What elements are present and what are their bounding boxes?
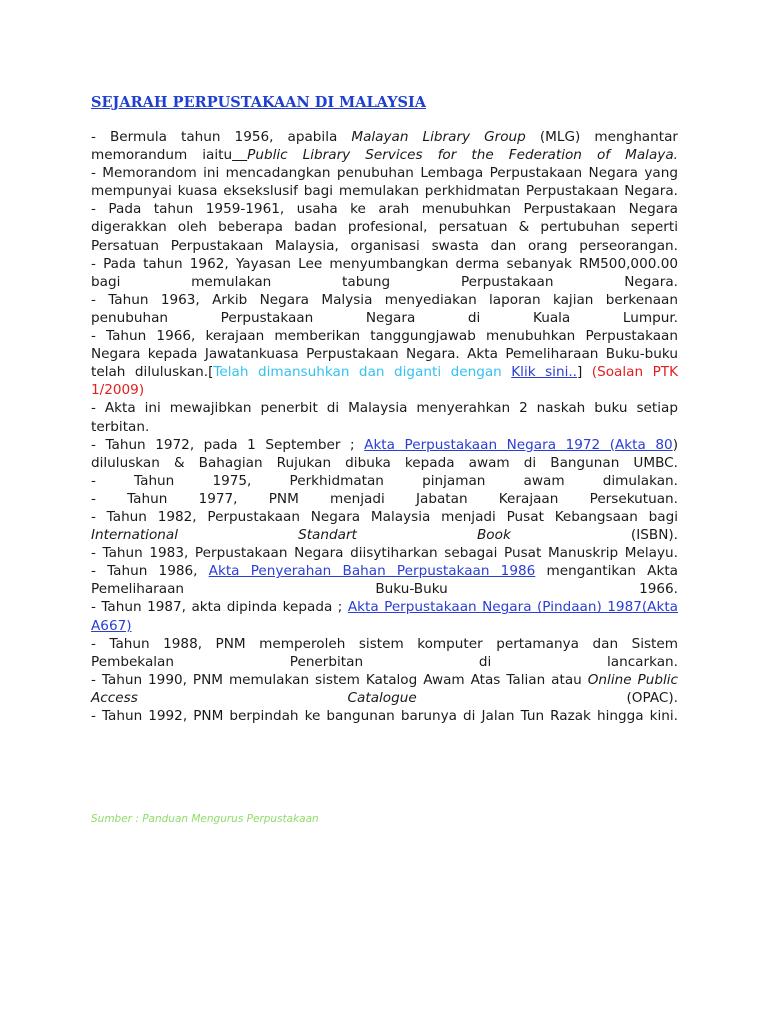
isbn-italic: International Standart Book <box>91 527 511 544</box>
note-replaced: Telah dimansuhkan dan diganti dengan <box>213 364 512 381</box>
paragraph-1972 <box>91 436 678 472</box>
akta-a667-link[interactable]: Akta Perpustakaan Negara (Pindaan) 1987(Akta A667) <box>91 599 679 634</box>
paragraph-1990 <box>91 671 678 707</box>
paragraph-1992: - Tahun 1992, PNM berpindah ke bangunan barunya di Jalan Tun Razak hingga kini. <box>91 708 678 724</box>
text: - Tahun 1982, Perpustakaan Negara Malaysia menjadi Pusat Kebangsaan bagi <box>91 508 678 525</box>
akta-1986-link[interactable]: Akta Penyerahan Bahan Perpustakaan 1986 <box>208 563 536 580</box>
paragraph-1975: - Tahun 1975, Perkhidmatan pinjaman awam dimulakan. <box>91 472 678 489</box>
document-body <box>91 92 678 725</box>
text: - Tahun 1986, <box>91 563 209 580</box>
paragraph-1986 <box>91 562 678 598</box>
klik-sini-link[interactable]: Klik sini.. <box>511 364 577 381</box>
text: - Tahun 1990, PNM memulakan sistem Katalog Awam Atas Talian atau <box>91 671 588 688</box>
paragraph-1983: - Tahun 1983, Perpustakaan Negara diisytiharkan sebagai Pusat Manuskrip Melayu. <box>91 545 678 562</box>
paragraph-1963: - Tahun 1963, Arkib Negara Malysia menyediakan laporan kajian berkenaan penubuhan Perpustakaan Negara di Kuala Lumpur. <box>91 291 678 326</box>
opac-italic: Online Public Access Catalogue <box>91 671 679 706</box>
paragraph-1982 <box>91 508 678 544</box>
paragraph-1959: - Pada tahun 1959-1961, usaha ke arah menubuhkan Perpustakaan Negara digerakkan oleh beberapa badan profesional, persatuan & pertubuhan seperti Persatuan Perpustakaan Malaysia, organisasi swasta dan orang perseorangan. <box>91 201 678 254</box>
text: (MLG) menghantar memorandum iaitu <box>91 129 678 164</box>
paragraph-1988: - Tahun 1988, PNM memperoleh sistem komputer pertamanya dan Sistem Pembekalan Penerbitan di lancarkan. <box>91 635 678 670</box>
paragraph-1956 <box>91 128 678 164</box>
text: (OPAC). <box>416 689 679 706</box>
text: - Tahun 1966, kerajaan memberikan tanggungjawab menubuhkan Perpustakaan Negara kepada Jawatankuasa Perpustakaan Negara. Akta Pemeliharaan Buku-buku telah diluluskan.[ <box>91 328 678 381</box>
text: - Bermula tahun 1956, apabila <box>91 129 352 145</box>
paragraph-memorandom: - Memorandom ini mencadangkan penubuhan Lembaga Perpustakaan Negara yang mempunyai kuasa eksekslusif bagi memulakan perkhidmatan Perpustakaan Negara. <box>91 165 678 200</box>
plsf-italic: Public Library Services for the Federation of Malaya. <box>247 147 678 164</box>
exam-note: (Soalan PTK 1/2009) <box>91 364 679 399</box>
paragraph-1966 <box>91 327 678 399</box>
paragraph-1987 <box>91 598 678 634</box>
mlg-italic: Malayan Library Group <box>351 129 526 145</box>
text: mengantikan Akta Pemeliharaan Buku-Buku 1966. <box>91 563 678 598</box>
text: ] <box>577 364 583 381</box>
paragraph-1962: - Pada tahun 1962, Yayasan Lee menyumbangkan derma sebanyak RM500,000.00 bagi memulakan tabung Perpustakaan Negara. <box>91 255 678 290</box>
page-title: SEJARAH PERPUSTAKAAN DI MALAYSIA <box>91 94 427 111</box>
paragraph-1977: - Tahun 1977, PNM menjadi Jabatan Kerajaan Persekutuan. <box>91 490 678 507</box>
source-note: Sumber : Panduan Mengurus Perpustakaan <box>91 813 319 825</box>
paragraph-akta: - Akta ini mewajibkan penerbit di Malaysia menyerahkan 2 naskah buku setiap terbitan. <box>91 400 678 435</box>
text: - Tahun 1972, pada 1 September ; <box>91 436 365 453</box>
akta-80-link[interactable]: Akta Perpustakaan Negara 1972 (Akta 80 <box>364 436 673 453</box>
text: (ISBN). <box>510 527 678 544</box>
text: ) diluluskan & Bahagian Rujukan dibuka kepada awam di Bangunan UMBC. <box>91 436 678 471</box>
text: - Tahun 1987, akta dipinda kepada ; <box>91 599 348 616</box>
underline-gap <box>232 147 247 163</box>
